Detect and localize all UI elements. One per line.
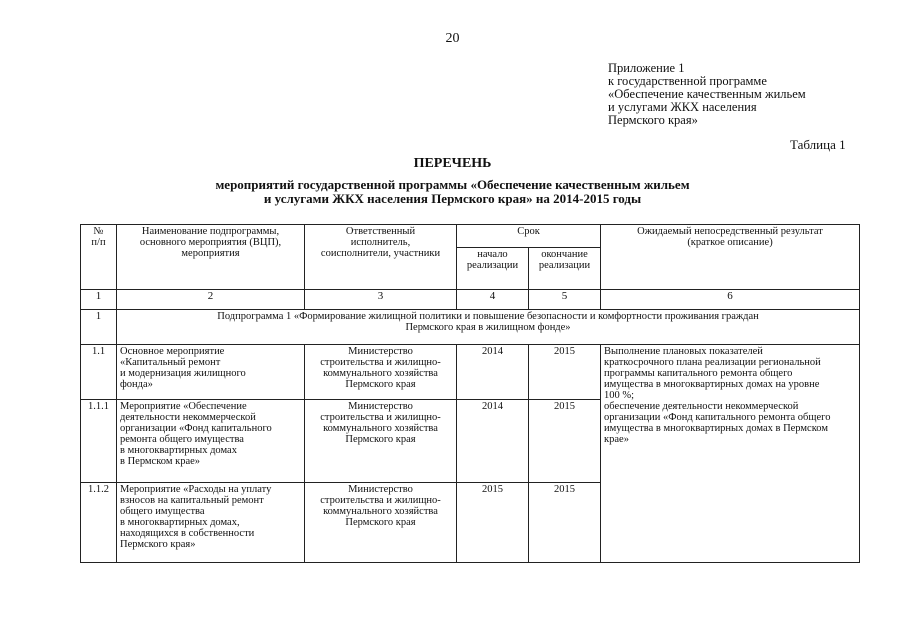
document-title: ПЕРЕЧЕНЬ	[413, 156, 492, 171]
row-executor: Министерство строительства и жилищно- коммунального хозяйства Пермского края	[305, 400, 457, 483]
subtitle-line: мероприятий государственной программы «Обеспечение качественным жильем	[215, 177, 690, 192]
appendix-line: к государственной программе	[608, 74, 767, 88]
header-name: Наименование подпрограммы, основного мероприятия (ВЦП), мероприятия	[117, 225, 305, 290]
appendix-note	[608, 62, 898, 127]
row-end-year: 2015	[529, 400, 601, 483]
subtitle-line: и услугами ЖКХ населения Пермского края» на 2014-2015 годы	[263, 191, 642, 206]
appendix-line: и услугами ЖКХ населения	[608, 100, 757, 114]
appendix-line: Пермского края»	[608, 113, 698, 127]
column-number: 6	[601, 290, 860, 310]
subprogram-row	[81, 310, 860, 345]
row-executor: Министерство строительства и жилищно- коммунального хозяйства Пермского края	[305, 345, 457, 400]
column-number: 4	[457, 290, 529, 310]
header-end: окончание реализации	[529, 248, 601, 290]
row-name: Мероприятие «Обеспечение деятельности некоммерческой организации «Фонд капитального ремонта общего имущества в многоквартирных домах в Пермском крае»	[117, 400, 305, 483]
document-subtitle	[0, 178, 905, 206]
subprogram-title: Подпрограмма 1 «Формирование жилищной политики и повышение безопасности и комфортности проживания граждан Пермского края в жилищном фонде»	[117, 310, 860, 345]
row-num: 1.1.1	[81, 400, 117, 483]
header-executor: Ответственный исполнитель, соисполнители, участники	[305, 225, 457, 290]
column-number: 2	[117, 290, 305, 310]
row-name: Мероприятие «Расходы на уплату взносов на капитальный ремонт общего имущества в многоквартирных домах, находящихся в собственности Пермского края»	[117, 483, 305, 563]
row-executor: Министерство строительства и жилищно- коммунального хозяйства Пермского края	[305, 483, 457, 563]
column-number: 1	[81, 290, 117, 310]
header-result: Ожидаемый непосредственный результат (краткое описание)	[601, 225, 860, 290]
column-number: 3	[305, 290, 457, 310]
column-numbers-row	[81, 290, 860, 310]
column-number: 5	[529, 290, 601, 310]
row-end-year: 2015	[529, 483, 601, 563]
expected-result: Выполнение плановых показателей краткосрочного плана реализации региональной программы капитального ремонта общего имущества в многоквартирных домах на уровне 100 %; обеспечение деятельности некоммерческой организации «Фонд капитального ремонта общего имущества в многоквартирных домах в Пермском крае»	[601, 345, 860, 563]
header-term: Срок	[457, 225, 601, 248]
measures-table	[80, 224, 860, 563]
row-start-year: 2014	[457, 345, 529, 400]
header-num: № п/п	[81, 225, 117, 290]
row-num: 1.1	[81, 345, 117, 400]
page-number: 20	[445, 31, 460, 46]
appendix-line: «Обеспечение качественным жильем	[608, 87, 806, 101]
header-start: начало реализации	[457, 248, 529, 290]
row-num: 1.1.2	[81, 483, 117, 563]
row-start-year: 2014	[457, 400, 529, 483]
appendix-line: Приложение 1	[608, 61, 685, 75]
table-row	[81, 345, 860, 400]
subprogram-num: 1	[81, 310, 117, 345]
row-start-year: 2015	[457, 483, 529, 563]
table-number: Таблица 1	[790, 137, 846, 152]
row-name: Основное мероприятие «Капитальный ремонт и модернизация жилищного фонда»	[117, 345, 305, 400]
table-header-row	[81, 225, 860, 248]
row-end-year: 2015	[529, 345, 601, 400]
